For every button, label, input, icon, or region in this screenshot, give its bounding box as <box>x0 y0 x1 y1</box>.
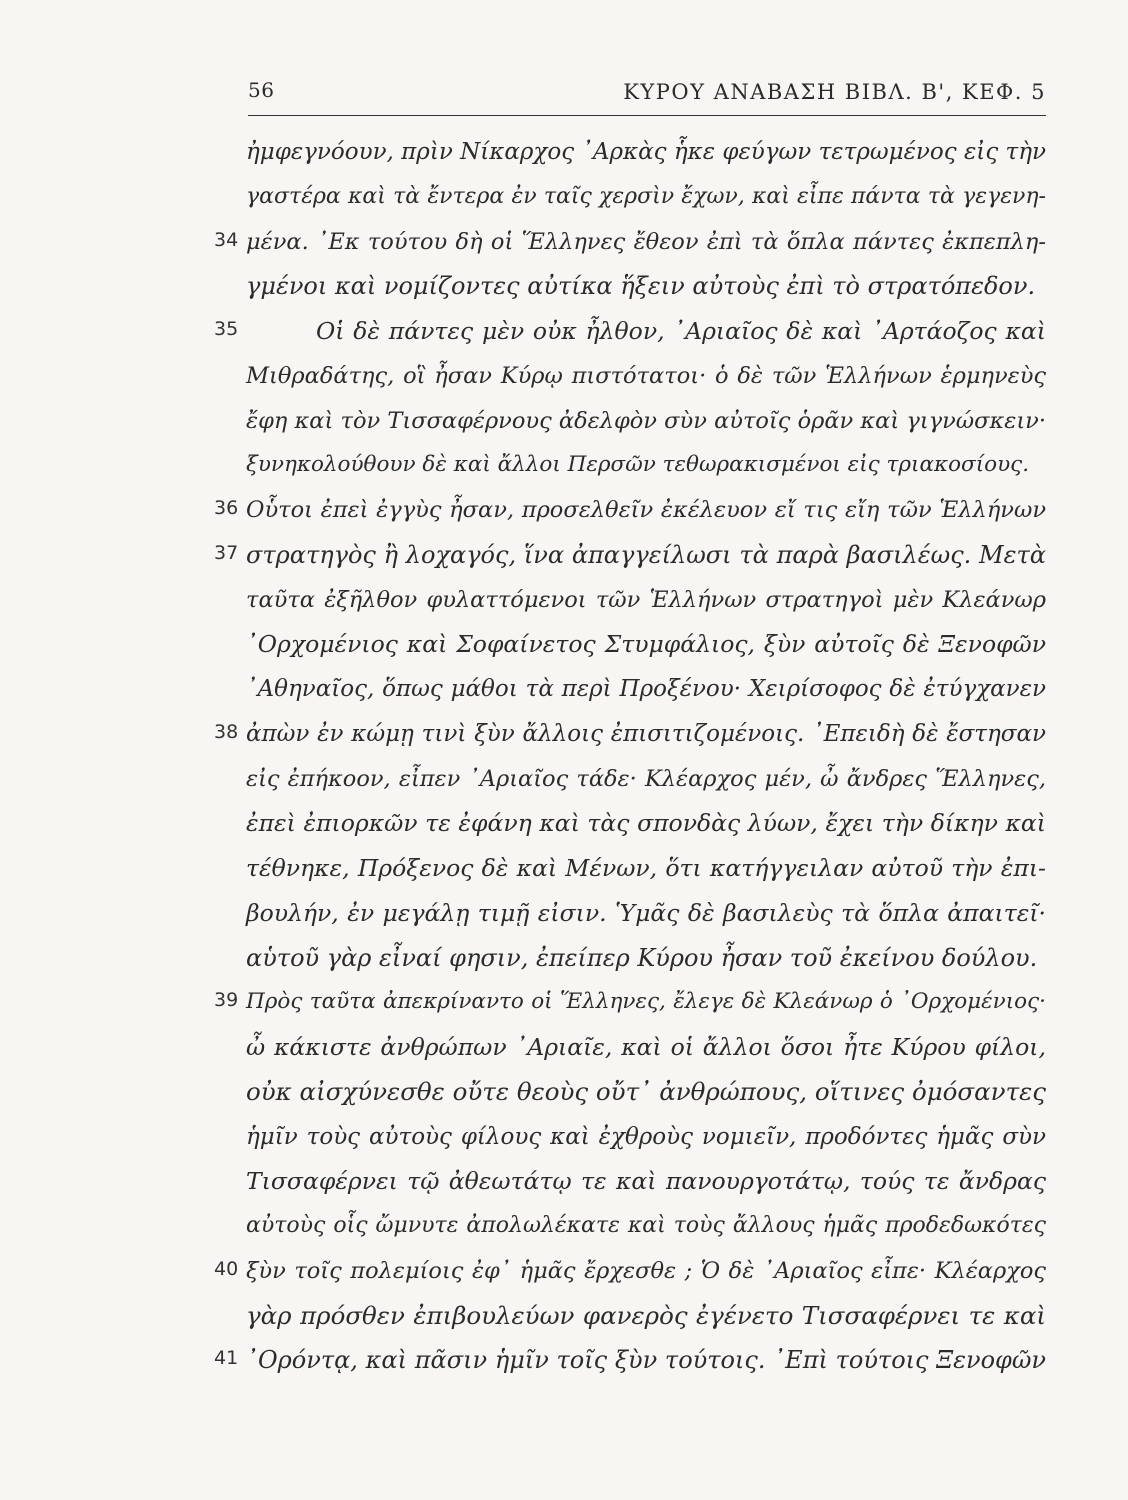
page-number: 56 <box>248 78 275 102</box>
line-text: Οὗτοι ἐπεὶ ἐγγὺς ἦσαν, προσελθεῖν ἐκέλευον εἴ τις εἴη τῶν Ἑλλήνων <box>246 497 1046 523</box>
section-number: 35 <box>214 318 239 340</box>
line-text: μένα. ᾿Εκ τούτου δὴ οἱ Ἕλληνες ἔθεον ἐπὶ τὰ ὅπλα πάντες ἐκπεπλη- <box>246 228 1046 255</box>
line-text: ὦ κάκιστε ἀνθρώπων ᾿Αριαῖε, καὶ οἱ ἄλλοι ὅσοι ἦτε Κύρου φίλοι, <box>246 1033 1046 1061</box>
running-title: ΚΥΡΟΥ ΑΝΑΒΑΣΗ ΒΙΒΛ. Β', ΚΕΦ. 5 <box>623 80 1046 104</box>
text-line <box>0 311 1128 356</box>
line-text: τέθνηκε, Πρόξενος δὲ καὶ Μένων, ὅτι κατήγγειλαν αὐτοῦ τὴν ἐπι- <box>246 854 1046 882</box>
text-line <box>0 1251 1128 1296</box>
line-text: ᾿Αθηναῖος, ὅπως μάθοι τὰ περὶ Προξένου· Χειρίσοφος δὲ ἐτύγχανεν <box>246 676 1046 702</box>
text-line <box>0 132 1128 177</box>
text-line <box>0 1296 1128 1341</box>
text-line <box>0 222 1128 267</box>
line-text: αὑτοῦ γὰρ εἶναί φησιν, ἐπείπερ Κύρου ἦσαν τοῦ ἐκείνου δούλου. <box>246 943 1038 972</box>
line-text: ἔφη καὶ τὸν Τισσαφέρνους ἀδελφὸν σὺν αὐτοῖς ὁρᾶν καὶ γιγνώσκειν· <box>246 407 1046 434</box>
text-line <box>0 580 1128 625</box>
text-line <box>0 1161 1128 1206</box>
line-text: Τισσαφέρνει τῷ ἀθεωτάτῳ τε καὶ πανουργοτάτῳ, τούς τε ἄνδρας <box>246 1167 1046 1196</box>
text-line <box>0 490 1128 535</box>
line-text: οὐκ αἰσχύνεσθε οὔτε θεοὺς οὔτ᾿ ἀνθρώπους, οἵτινες ὀμόσαντες <box>246 1076 1046 1106</box>
line-text: Μιθραδάτης, οἳ ἦσαν Κύρῳ πιστότατοι· ὁ δὲ τῶν Ἑλλήνων ἑρμηνεὺς <box>246 362 1046 389</box>
text-line <box>0 848 1128 893</box>
line-text: ταῦτα ἐξῆλθον φυλαττόμενοι τῶν Ἑλλήνων στρατηγοὶ μὲν Κλεάνωρ <box>246 586 1046 613</box>
header-rule <box>248 115 1046 116</box>
text-line <box>0 938 1128 983</box>
line-text: ἀπὼν ἐν κώμῃ τινὶ ξὺν ἄλλοις ἐπισιτιζομένοις. ᾿Επειδὴ δὲ ἔστησαν <box>246 720 1046 747</box>
section-number: 38 <box>214 720 239 743</box>
text-line <box>0 1072 1128 1117</box>
text-line <box>0 803 1128 848</box>
line-text: αὐτοὺς οἷς ὤμνυτε ἀπολωλέκατε καὶ τοὺς ἄλλους ἡμᾶς προδεδωκότες <box>246 1213 1046 1238</box>
section-number: 36 <box>214 497 239 519</box>
section-number: 39 <box>214 989 239 1012</box>
text-line <box>0 714 1128 759</box>
text-line <box>0 401 1128 446</box>
line-text: ἡμῖν τοὺς αὐτοὺς φίλους καὶ ἐχθροὺς νομιεῖν, προδόντες ἡμᾶς σὺν <box>246 1123 1046 1150</box>
text-line <box>0 1206 1128 1251</box>
page-header <box>248 72 1046 112</box>
text-line <box>0 982 1128 1027</box>
line-text: γὰρ πρόσθεν ἐπιβουλεύων φανερὸς ἐγένετο Τισσαφέρνει τε καὶ <box>246 1300 1046 1330</box>
section-number: 37 <box>214 541 239 564</box>
line-text: Οἱ δὲ πάντες μὲν οὐκ ἦλθον, ᾿Αριαῖος δὲ καὶ ᾿Αρτάοζος καὶ <box>316 317 1046 345</box>
text-line <box>0 669 1128 714</box>
line-text: εἰς ἐπήκοον, εἶπεν ᾿Αριαῖος τάδε· Κλέαρχος μέν, ὦ ἄνδρες Ἕλληνες, <box>246 765 1046 792</box>
section-number: 34 <box>214 228 239 251</box>
text-line <box>0 893 1128 938</box>
text-line <box>0 177 1128 222</box>
line-text: Πρὸς ταῦτα ἀπεκρίναντο οἱ Ἕλληνες, ἔλεγε δὲ Κλεάνωρ ὁ ᾿Ορχομένιος· <box>246 989 1046 1015</box>
text-line <box>0 1340 1128 1385</box>
text-line <box>0 1117 1128 1162</box>
greek-text-body <box>0 132 1128 1385</box>
text-line <box>0 624 1128 669</box>
section-number: 41 <box>214 1347 239 1370</box>
section-number: 40 <box>214 1257 239 1280</box>
line-text: στρατηγὸς ἢ λοχαγός, ἵνα ἀπαγγείλωσι τὰ παρὰ βασιλέως. Μετὰ <box>246 540 1046 569</box>
text-line <box>0 445 1128 490</box>
line-text: βουλήν, ἐν μεγάλῃ τιμῇ εἰσιν. Ὑμᾶς δὲ βασιλεὺς τὰ ὅπλα ἀπαιτεῖ· <box>246 898 1046 927</box>
text-line <box>0 759 1128 804</box>
line-text: ᾿Ορχομένιος καὶ Σοφαίνετος Στυμφάλιος, ξὺν αὐτοῖς δὲ Ξενοφῶν <box>246 630 1046 659</box>
text-line <box>0 356 1128 401</box>
line-text: ξυνηκολούθουν δὲ καὶ ἄλλοι Περσῶν τεθωρακισμένοι εἰς τριακοσίους. <box>246 452 1030 478</box>
line-text: γμένοι καὶ νομίζοντες αὐτίκα ἥξειν αὐτοὺς ἐπὶ τὸ στρατόπεδον. <box>246 272 1036 301</box>
line-text: ἠμφεγνόουν, πρὶν Νίκαρχος ᾿Αρκὰς ἧκε φεύγων τετρωμένος εἰς τὴν <box>246 139 1046 165</box>
line-text: ἐπεὶ ἐπιορκῶν τε ἐφάνη καὶ τὰς σπονδὰς λύων, ἔχει τὴν δίκην καὶ <box>246 809 1046 838</box>
text-line <box>0 1027 1128 1072</box>
line-text: ξὺν τοῖς πολεμίοις ἐφ᾿ ἡμᾶς ἔρχεσθε ; Ὁ δὲ ᾿Αριαῖος εἶπε· Κλέαρχος <box>246 1257 1046 1284</box>
text-line <box>0 535 1128 580</box>
line-text: ᾿Ορόντᾳ, καὶ πᾶσιν ἡμῖν τοῖς ξὺν τούτοις. ᾿Επὶ τούτοις Ξενοφῶν <box>246 1346 1046 1375</box>
line-text: γαστέρα καὶ τὰ ἔντερα ἐν ταῖς χερσὶν ἔχων, καὶ εἶπε πάντα τὰ γεγενη- <box>246 183 1046 209</box>
text-line <box>0 266 1128 311</box>
